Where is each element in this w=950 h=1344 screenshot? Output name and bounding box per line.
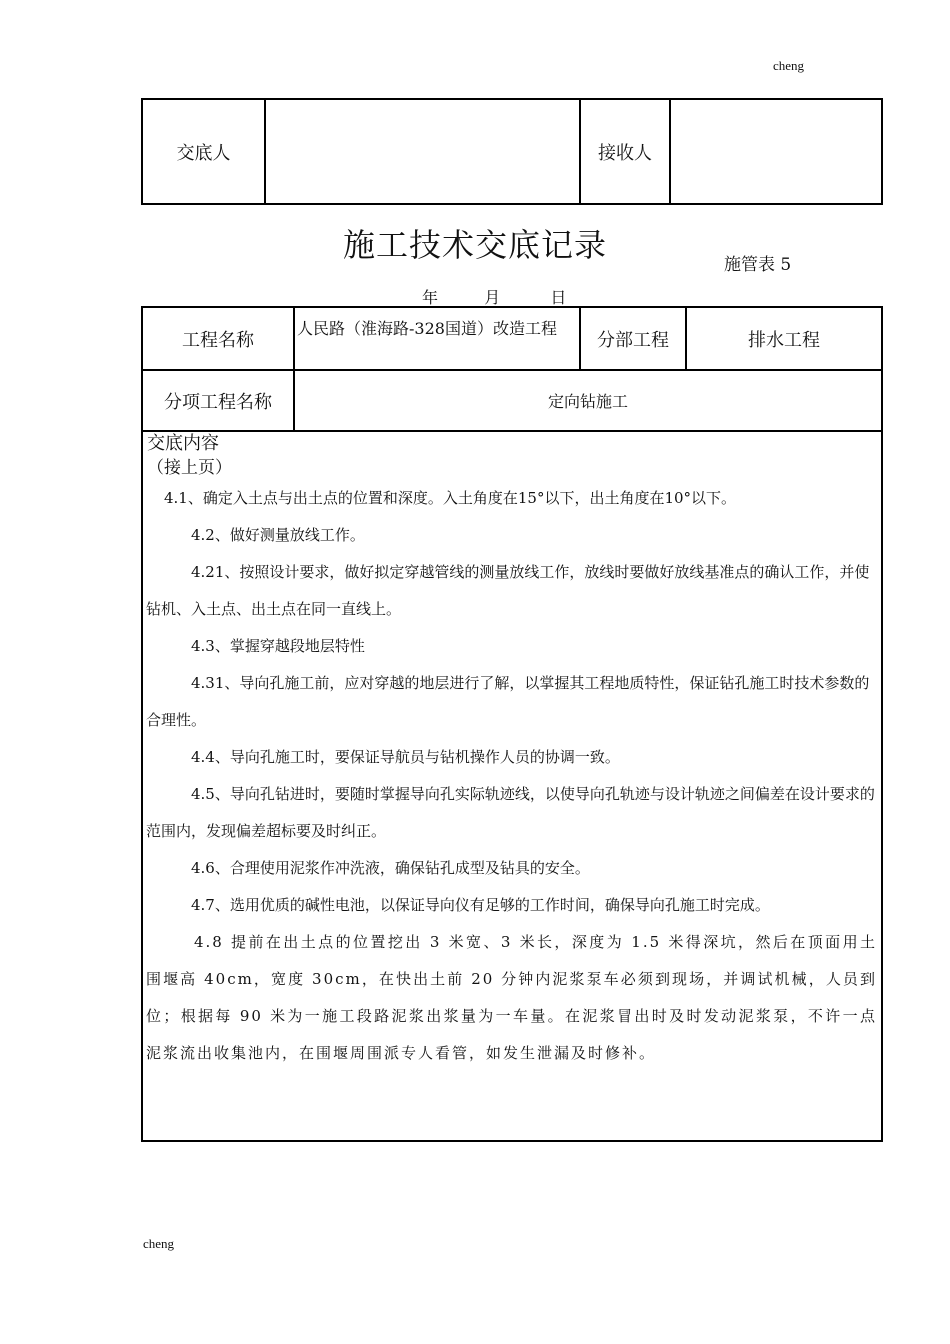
date-day: 日 xyxy=(550,288,567,307)
content-paragraph: 4.7、选用优质的碱性电池，以保证导向仪有足够的工作时间，确保导向孔施工时完成。 xyxy=(191,896,770,914)
page-title: 施工技术交底记录 xyxy=(342,226,607,264)
content-paragraph: 4.2、做好测量放线工作。 xyxy=(191,526,365,544)
header-note: cheng xyxy=(773,58,805,73)
handover-label: 交底人 xyxy=(142,99,265,204)
content-paragraph: 4.8 提前在出土点的位置挖出 3 米宽、3 米长，深度为 1.5 米得深坑，然后在顶面用土围堰高 40cm，宽度 30cm，在快出土前 20 分钟内泥浆泵车必须到现场，并调试机械，人员到位；根据每 90 米为一施工段路泥浆出浆量为一车量。在泥浆冒出时及时发动泥浆泵，不许一点泥浆流出收集池内，在围堰周围派专人看管，如发生泄漏及时修补。 xyxy=(146,933,877,1062)
content-continued: （接上页） xyxy=(147,458,232,478)
handover-value[interactable] xyxy=(265,99,580,204)
content-cell xyxy=(142,431,882,1141)
subitem-value: 定向钻施工 xyxy=(294,370,882,431)
content-paragraph: 4.31、导向孔施工前，应对穿越的地层进行了解，以掌握其工程地质特性，保证钻孔施工时技术参数的合理性。 xyxy=(146,674,870,729)
date-month: 月 xyxy=(484,288,501,307)
footer-note: cheng xyxy=(143,1236,175,1251)
project-name-value: 人民路（淮海路-328国道）改造工程 xyxy=(294,307,580,370)
division-label: 分部工程 xyxy=(580,307,686,370)
division-value: 排水工程 xyxy=(686,307,882,370)
content-paragraph: 4.1、确定入土点与出土点的位置和深度。入土角度在15°以下，出土角度在10°以下。 xyxy=(164,489,737,507)
content-paragraph: 4.6、合理使用泥浆作冲洗液，确保钻孔成型及钻具的安全。 xyxy=(191,859,590,877)
project-name-label: 工程名称 xyxy=(142,307,294,370)
handover-table xyxy=(141,98,883,205)
content-paragraph: 4.21、按照设计要求，做好拟定穿越管线的测量放线工作，放线时要做好放线基准点的确认工作，并使钻机、入土点、出土点在同一直线上。 xyxy=(146,563,870,618)
subitem-label: 分项工程名称 xyxy=(142,370,294,431)
content-paragraph: 4.4、导向孔施工时，要保证导航员与钻机操作人员的协调一致。 xyxy=(191,748,620,766)
receiver-label: 接收人 xyxy=(580,99,670,204)
content-paragraph: 4.5、导向孔钻进时，要随时掌握导向孔实际轨迹线，以使导向孔轨迹与设计轨迹之间偏差在设计要求的范围内，发现偏差超标要及时纠正。 xyxy=(146,785,875,840)
content-label: 交底内容 xyxy=(147,433,219,454)
date-line xyxy=(422,285,566,308)
date-year: 年 xyxy=(422,288,439,307)
content-paragraph: 4.3、掌握穿越段地层特性 xyxy=(191,637,365,655)
receiver-value[interactable] xyxy=(670,99,882,204)
info-table xyxy=(141,306,883,1142)
form-number: 施管表 5 xyxy=(724,255,792,275)
